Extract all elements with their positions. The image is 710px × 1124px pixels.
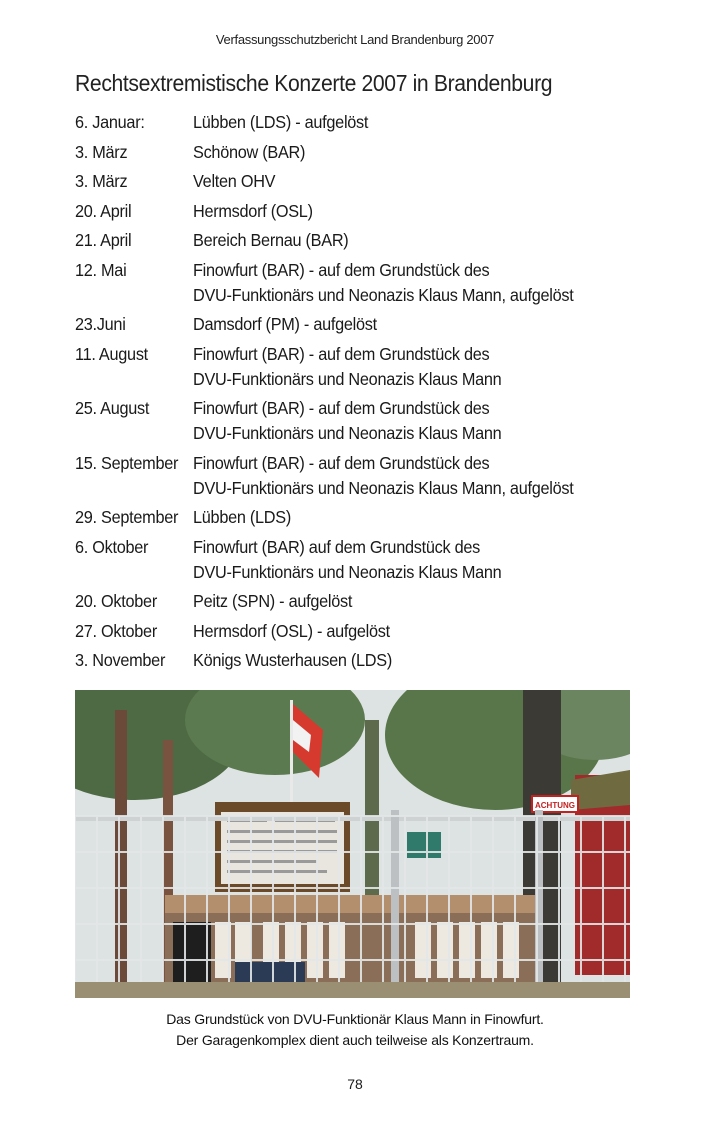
concert-date: 21. April xyxy=(75,230,132,250)
concert-location-line: Finowfurt (BAR) - auf dem Grundstück des xyxy=(193,343,490,364)
concert-date: 29. September xyxy=(75,507,179,527)
concert-location xyxy=(193,140,623,165)
concert-location xyxy=(193,589,623,614)
concert-location xyxy=(193,228,623,253)
concert-date: 6. Oktober xyxy=(75,536,149,557)
running-header: Verfassungsschutzbericht Land Brandenburg 2007 xyxy=(215,32,495,47)
concert-location-line: Lübben (LDS) xyxy=(193,507,291,527)
concert-location-line: DVU-Funktionärs und Neonazis Klaus Mann, aufgelöst xyxy=(193,284,574,305)
concert-date: 25. August xyxy=(75,398,150,418)
concert-row xyxy=(75,169,655,194)
concert-date: 20. April xyxy=(75,200,132,221)
photo-caption xyxy=(0,1009,710,1051)
concert-location-line: Velten OHV xyxy=(193,171,276,191)
concert-row xyxy=(75,110,655,135)
concert-location-line: Hermsdorf (OSL) - aufgelöst xyxy=(193,620,390,641)
concert-row xyxy=(75,258,655,308)
concert-location-line: Bereich Bernau (BAR) xyxy=(193,230,349,250)
concert-list xyxy=(75,110,655,678)
concert-location xyxy=(193,312,623,337)
concert-row xyxy=(75,312,655,337)
concert-location-line: DVU-Funktionärs und Neonazis Klaus Mann, aufgelöst xyxy=(193,477,574,498)
concert-location-line: Lübben (LDS) - aufgelöst xyxy=(193,112,369,132)
concert-location xyxy=(193,505,623,530)
concert-row xyxy=(75,619,655,644)
concert-date: 3. März xyxy=(75,141,128,162)
concert-date: 3. November xyxy=(75,650,166,670)
concert-date: 3. März xyxy=(75,171,128,191)
concert-row xyxy=(75,228,655,253)
concert-location-line: DVU-Funktionärs und Neonazis Klaus Mann xyxy=(193,561,502,582)
concert-location-line: Damsdorf (PM) - aufgelöst xyxy=(193,314,377,334)
concert-date: 20. Oktober xyxy=(75,591,157,611)
concert-row xyxy=(75,589,655,614)
concert-row xyxy=(75,451,655,501)
concert-location xyxy=(193,258,623,308)
concert-row xyxy=(75,396,655,446)
concert-date: 12. Mai xyxy=(75,259,127,280)
concert-row xyxy=(75,342,655,392)
concert-location xyxy=(193,535,623,585)
concert-row xyxy=(75,535,655,585)
concert-location-line: Königs Wusterhausen (LDS) xyxy=(193,650,392,670)
concert-location xyxy=(193,396,623,446)
concert-location xyxy=(193,199,623,224)
concert-location xyxy=(193,110,623,135)
photo-property-finowfurt xyxy=(75,690,630,998)
concert-location-line: Finowfurt (BAR) - auf dem Grundstück des xyxy=(193,398,490,418)
concert-location xyxy=(193,169,623,194)
concert-date: 15. September xyxy=(75,452,179,473)
concert-date: 11. August xyxy=(75,343,148,364)
caption-line-2: Der Garagenkomplex dient auch teilweise als Konzertraum. xyxy=(176,1032,534,1048)
concert-date: 23.Juni xyxy=(75,314,126,334)
concert-location xyxy=(193,648,623,673)
concert-location-line: DVU-Funktionärs und Neonazis Klaus Mann xyxy=(193,368,502,389)
concert-location-line: Peitz (SPN) - aufgelöst xyxy=(193,591,353,611)
page-number: 78 xyxy=(347,1076,363,1092)
caption-line-1: Das Grundstück von DVU-Funktionär Klaus Mann in Finowfurt. xyxy=(166,1011,544,1027)
concert-row xyxy=(75,140,655,165)
concert-location xyxy=(193,451,623,501)
section-title: Rechtsextremistische Konzerte 2007 in Brandenburg xyxy=(75,70,553,96)
warning-sign-text: ACHTUNG xyxy=(535,801,575,810)
concert-date: 6. Januar: xyxy=(75,112,145,132)
concert-row xyxy=(75,505,655,530)
concert-location xyxy=(193,619,623,644)
concert-location-line: Finowfurt (BAR) - auf dem Grundstück des xyxy=(193,452,490,473)
concert-location-line: DVU-Funktionärs und Neonazis Klaus Mann xyxy=(193,423,502,443)
concert-location-line: Hermsdorf (OSL) xyxy=(193,200,313,221)
concert-row xyxy=(75,199,655,224)
concert-date: 27. Oktober xyxy=(75,620,157,641)
concert-location-line: Schönow (BAR) xyxy=(193,141,306,162)
concert-location-line: Finowfurt (BAR) - auf dem Grundstück des xyxy=(193,259,490,280)
concert-location xyxy=(193,342,623,392)
concert-location-line: Finowfurt (BAR) auf dem Grundstück des xyxy=(193,536,480,557)
concert-row xyxy=(75,648,655,673)
